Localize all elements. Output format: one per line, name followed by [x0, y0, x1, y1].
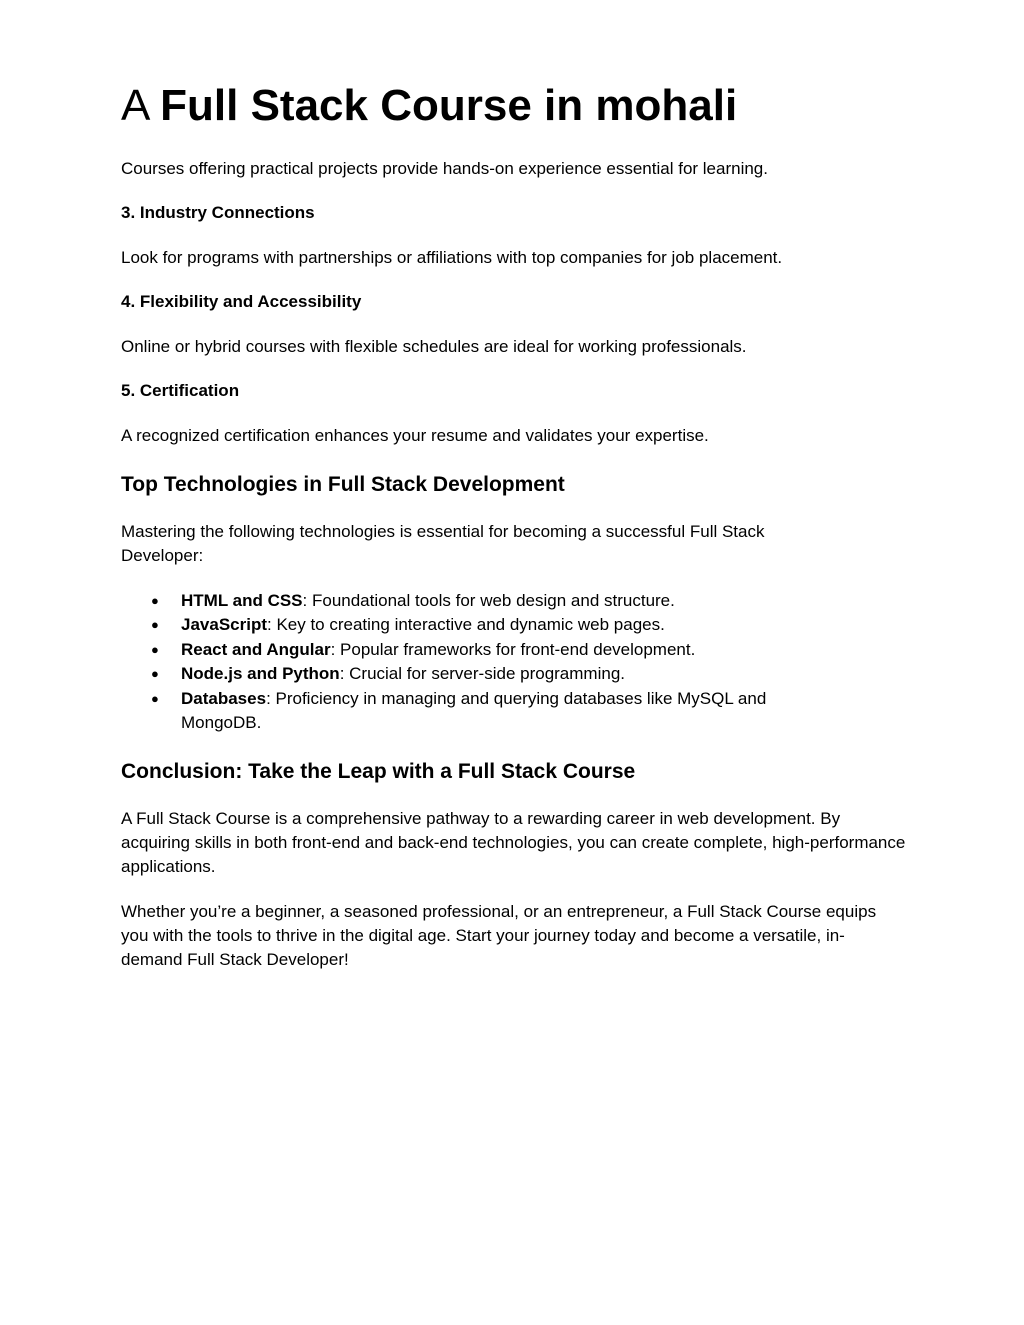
list-item-term: JavaScript: [181, 615, 267, 635]
list-item-desc: : Proficiency in managing and querying databases like MySQL and MongoDB.: [181, 688, 767, 733]
list-item-term: Node.js and Python: [181, 664, 340, 684]
list-item: [121, 589, 841, 613]
conclusion-paragraph-2: Whether you’re a beginner, a seasoned professional, or an entrepreneur, a Full Stack Course equips you with the tools to thrive in the digital age. Start your journey today and become a versatile, in-demand Full Stack Developer!: [121, 902, 877, 969]
list-item-term: HTML and CSS: [181, 591, 303, 610]
section-text-flexibility: Online or hybrid courses with flexible schedules are ideal for working professionals.: [121, 337, 747, 356]
bullet-icon: ●: [151, 666, 159, 682]
section-heading-flexibility: 4. Flexibility and Accessibility: [121, 292, 362, 311]
list-item-term: Databases: [181, 688, 267, 708]
bullet-icon: ●: [151, 641, 159, 657]
list-item-desc: : Foundational tools for web design and structure.: [302, 591, 675, 610]
list-item: [121, 613, 841, 637]
technologies-intro: Mastering the following technologies is essential for becoming a successful Full Stack Developer:: [121, 522, 765, 565]
list-item-desc: : Popular frameworks for front-end development.: [330, 639, 696, 659]
conclusion-paragraph-1: A Full Stack Course is a comprehensive pathway to a rewarding career in web development. By acquiring skills in both front-end and back-end technologies, you can create complete, high-performance applications.: [121, 809, 906, 876]
technologies-list: [121, 589, 911, 735]
title-bold: Full Stack Course in mohali: [160, 81, 738, 130]
bullet-icon: ●: [151, 593, 159, 608]
page-title: [121, 80, 737, 132]
technologies-heading: Top Technologies in Full Stack Development: [121, 473, 565, 496]
section-text-industry-connections: Look for programs with partnerships or affiliations with top companies for job placement.: [121, 248, 783, 267]
section-heading-certification: 5. Certification: [121, 381, 240, 400]
conclusion-heading: Conclusion: Take the Leap with a Full Stack Course: [121, 760, 636, 783]
title-prefix: A: [121, 81, 148, 130]
list-item-desc: : Crucial for server-side programming.: [339, 664, 625, 684]
intro-paragraph: Courses offering practical projects provide hands-on experience essential for learning.: [121, 159, 768, 178]
list-item-desc: : Key to creating interactive and dynamic web pages.: [267, 615, 665, 635]
list-item: [121, 662, 841, 686]
bullet-icon: ●: [151, 690, 159, 706]
list-item: [121, 638, 841, 662]
list-item-term: React and Angular: [181, 639, 331, 659]
bullet-icon: ●: [151, 617, 159, 633]
section-text-certification: A recognized certification enhances your resume and validates your expertise.: [121, 426, 709, 445]
section-heading-industry-connections: 3. Industry Connections: [121, 203, 315, 222]
list-item: [121, 687, 841, 736]
